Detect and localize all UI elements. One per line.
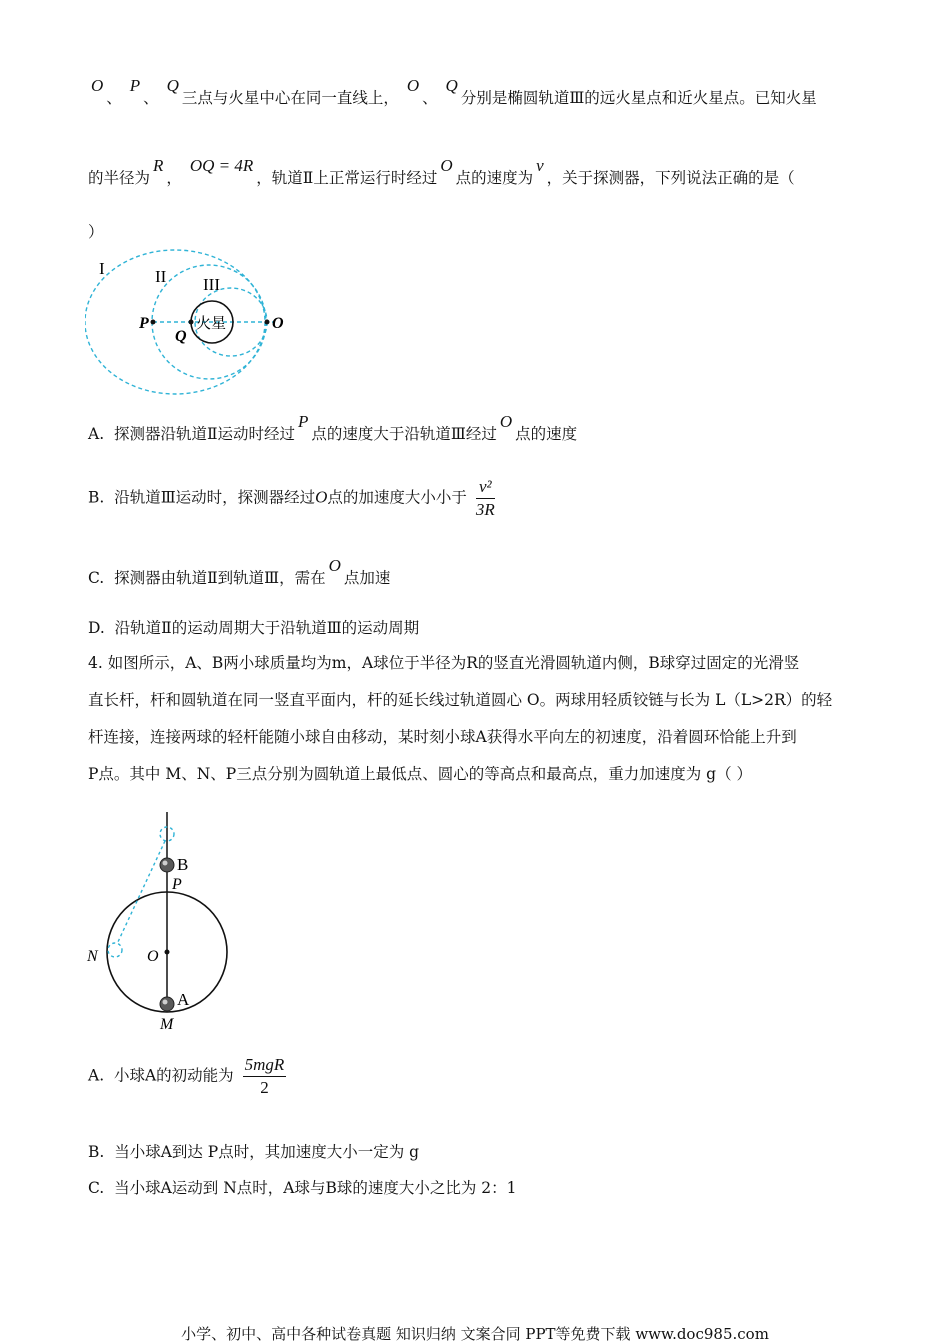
fraction-v2-3r: $\frac{\text{v²}}{3R}$ xyxy=(475,477,495,519)
label-o: O xyxy=(272,315,284,332)
var-p: P xyxy=(129,76,141,95)
label-orbit-ii: II xyxy=(155,267,167,286)
var-o: O xyxy=(440,156,453,175)
fraction-5mgr-2: $\frac{\text{5mgR}}{2}$ xyxy=(244,1055,285,1097)
q4-option-a: A. 小球A的初动能为 $\frac{\text{5mgR}}{2}$ xyxy=(88,1055,285,1097)
label-n: N xyxy=(87,948,98,965)
var-q: Q xyxy=(166,76,179,95)
var-q2: Q xyxy=(445,76,458,95)
var-o: O xyxy=(91,76,104,95)
label-q: Q xyxy=(175,328,187,345)
q3-option-a: A. 探测器沿轨道Ⅱ运动时经过P点的速度大于沿轨道Ⅲ经过O点的速度 xyxy=(88,412,578,443)
point-p xyxy=(151,320,156,325)
label-mars: 火星 xyxy=(196,316,227,332)
label-orbit-i: I xyxy=(99,259,105,278)
point-q xyxy=(189,320,194,325)
var-r: R xyxy=(153,156,164,175)
equation-oq: OQ = 4R xyxy=(189,156,254,175)
ghost-ball-n xyxy=(108,943,122,957)
label-b: B xyxy=(177,855,189,874)
var-o2: O xyxy=(406,76,420,95)
page-footer: 小学、初中、高中各种试卷真题 知识归纳 文案合同 PPT等免费下载 www.doc985.com xyxy=(181,1325,769,1343)
label-a: A xyxy=(177,990,190,1009)
q3-line-1: O、 P、 Q三点与火星中心在同一直线上， O、 Q分别是椭圆轨道Ⅲ的远火星点和近火星点。已知火星 xyxy=(91,76,817,107)
ball-b xyxy=(160,858,174,872)
ball-a xyxy=(160,997,174,1011)
q3-option-d: D. 沿轨道Ⅱ的运动周期大于沿轨道Ⅲ的运动周期 xyxy=(88,619,420,637)
var-v: v xyxy=(536,156,544,175)
center-o xyxy=(165,950,170,955)
q4-option-b: B. 当小球A到达 P点时，其加速度大小一定为 g xyxy=(88,1143,420,1161)
q3-option-b: B. 沿轨道Ⅲ运动时，探测器经过O点的加速度大小小于 $\frac{\text{v²}}{3R}$ xyxy=(88,477,495,519)
label-orbit-iii: III xyxy=(203,275,220,294)
q4-line-2: 直长杆，杆和圆轨道在同一竖直平面内，杆的延长线过轨道圆心 O。两球用轻质铰链与长为 L（L>2R）的轻 xyxy=(88,691,833,709)
q4-option-c: C. 当小球A运动到 N点时，A球与B球的速度大小之比为 2：1 xyxy=(88,1179,517,1197)
q3-line-3: ） xyxy=(88,223,104,241)
label-p: P xyxy=(139,315,149,332)
q3-line-2: 的半径为R， OQ = 4R，轨道Ⅱ上正常运行时经过O点的速度为v，关于探测器，下列说法正确的是（ xyxy=(88,156,795,187)
ring-rod-diagram xyxy=(85,812,235,1037)
q3-option-c: C. 探测器由轨道Ⅱ到轨道Ⅲ，需在O点加速 xyxy=(88,556,391,587)
q4-line-4: P点。其中 M、N、P三点分别为圆轨道上最低点、圆心的等高点和最高点，重力加速度为 g（ ） xyxy=(88,765,752,783)
q4-line-1: 4. 如图所示，A、B两小球质量均为m，A球位于半径为R的竖直光滑圆轨道内侧，B球穿过固定的光滑竖 xyxy=(88,654,800,672)
label-o: O xyxy=(147,948,159,965)
label-p: P xyxy=(172,876,182,893)
point-o xyxy=(265,320,270,325)
q4-line-3: 杆连接，连接两球的轻杆能随小球自由移动，某时刻小球A获得水平向左的初速度，沿着圆环恰能上升到 xyxy=(88,728,797,746)
label-m: M xyxy=(160,1016,174,1033)
orbit-diagram xyxy=(85,248,300,408)
